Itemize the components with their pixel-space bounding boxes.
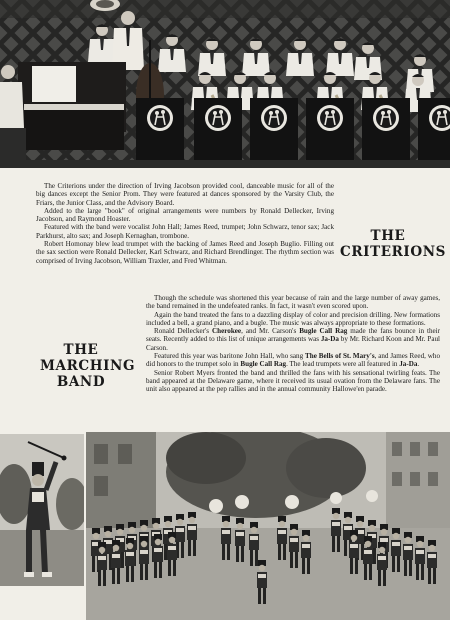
song-title-bells-of-st-marys: The Bells of St. Mary's bbox=[305, 352, 375, 361]
criterions-paragraph-2: Added to the large "book" of original arrangements were numbers by Ronald Dellecker, Irving Jacobson, and Raymond Hoaster. bbox=[36, 206, 334, 224]
marching-band-paragraph-3 bbox=[146, 327, 440, 352]
marching-band-heading-line: THE bbox=[63, 342, 99, 358]
marching-band-paragraph-2: Again the band treated the fans to a dazzling display of color and precision drilling. New formations included a bell, a grand piano, and a bugle. The music was always appropriate to these formations. bbox=[146, 310, 440, 327]
marching-band-article bbox=[146, 294, 440, 394]
criterions-article bbox=[36, 182, 334, 265]
marching-band-paragraph-4 bbox=[146, 352, 440, 369]
marching-band-photo bbox=[86, 432, 450, 620]
text-run: , and James Reed, who did honors to the trumpet solo in bbox=[146, 352, 440, 369]
text-run: . bbox=[417, 360, 420, 369]
drum-major-photo bbox=[0, 434, 84, 586]
marching-band-heading-line: MARCHING bbox=[40, 358, 136, 374]
criterions-heading-line: CRITERIONS bbox=[340, 244, 446, 260]
text-run: made the fans bounce in their seats. Recently added to this list of unique arrangements was bbox=[146, 327, 440, 344]
song-title-bugle-call-rag: Bugle Call Rag bbox=[299, 327, 348, 336]
song-title-ja-da: Ja-Da bbox=[399, 360, 418, 369]
criterions-paragraph-4: Robert Homonay blew lead trumpet with the backing of James Reed and Joseph Buglio. Filling out the sax section were Ronald Dellecker, Karl Schwarz, and Richard Brendlinger. The rhythm section was comprised of Irving Jacobson, William Traxler, and Fred Whitman. bbox=[36, 240, 334, 265]
criterions-heading-line: THE bbox=[370, 228, 406, 244]
song-title-cherokee: Cherokee bbox=[212, 327, 242, 336]
criterions-paragraph-3: Featured with the band were vocalist John Hall; James Reed, trumpet; John Schwarz, tenor sax; Jack Parkhurst, alto sax; and Joseph Kernaghan, trombone. bbox=[36, 223, 334, 240]
text-run: by Mr. Richard Koon and Mr. Paul Carson. bbox=[146, 335, 440, 352]
song-title-bugle-call-rag: Bugle Call Rag bbox=[240, 360, 287, 369]
criterions-paragraph-1: The Criterions under the direction of Irving Jacobson provided cool, danceable music for all of the big dances except the Senior Prom. They were featured at dances sponsored by the Varsity Club, the Friars, the Junior Class, and the Advisory Board. bbox=[36, 182, 334, 207]
song-title-ja-da: Ja-Da bbox=[320, 335, 339, 344]
criterions-band-photo bbox=[0, 0, 450, 168]
text-run: . The lead trumpets were all featured in bbox=[286, 360, 400, 369]
marching-band-paragraph-1: Though the schedule was shortened this year because of rain and the large number of away games, the band remained in the undefeated ranks. In fact, it wasn't even scored upon. bbox=[146, 294, 440, 311]
marching-band-paragraph-5: Senior Robert Myers fronted the band and thrilled the fans with his sensational twirling feats. The band appeared at the Delaware game, where it received its usual ovation from the Delaware fans. The unit also appeared at the pep rallies and in the annual community Hallowe'en parade. bbox=[146, 368, 440, 394]
dancing-couple-icon bbox=[194, 98, 242, 160]
marching-band-heading-line: BAND bbox=[56, 374, 106, 390]
text-run: Featured this year was baritone John Hall, who sang bbox=[154, 352, 306, 361]
marching-band-heading bbox=[40, 342, 136, 390]
text-run: , and Mr. Carson's bbox=[241, 327, 300, 336]
text-run: Ronald Dellecker's bbox=[154, 327, 213, 336]
criterions-heading bbox=[340, 228, 446, 260]
